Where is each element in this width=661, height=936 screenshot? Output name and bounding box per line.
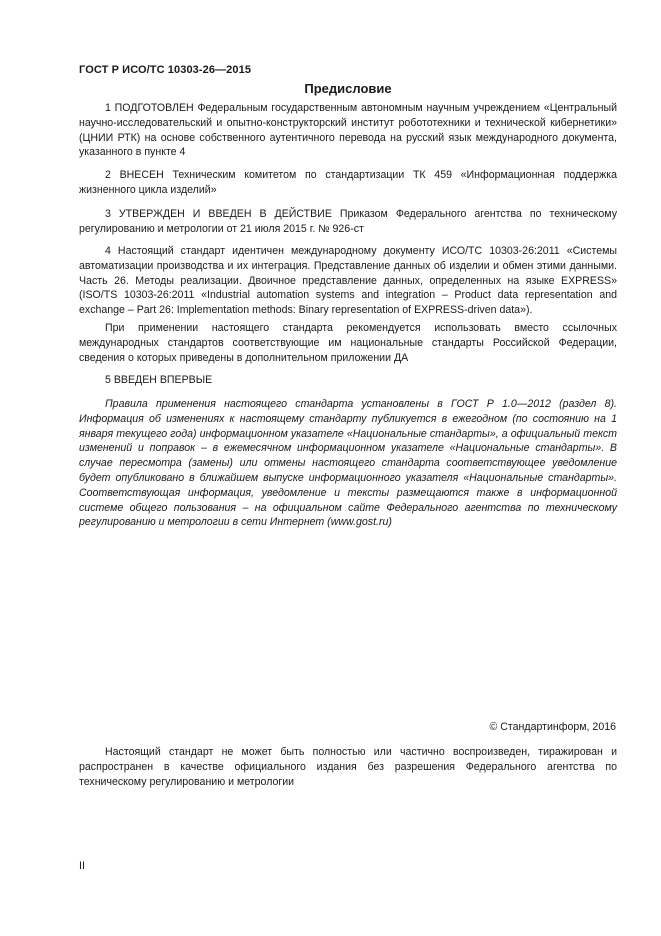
- paragraph-approved: 3 УТВЕРЖДЕН И ВВЕДЕН В ДЕЙСТВИЕ Приказом Федерального агентства по техническому регулированию и метрологии от 21 июля 2015 г. № 926-ст: [79, 208, 617, 235]
- copyright-notice: © Стандартинформ, 2016: [489, 721, 616, 733]
- paragraph-application-rules: Правила применения настоящего стандарта установлены в ГОСТ Р 1.0—2012 (раздел 8). Информация об изменениях к настоящему стандарту публикуется в ежегодном (по состоянию на 1 января текущего года) информационном указателе «Национальные стандарты», а официальный текст изменений и поправок – в ежемесячном информационном указателе «Национальные стандарты». В случае пересмотра (замены) или отмены настоящего стандарта соответствующее уведомление будет опубликовано в ближайшем выпуске информационного указателя «Национальные стандарты». Соответствующая информация, уведомление и тексты размещаются также в информационной системе общего пользования – на официальном сайте Федерального агентства по техническому регулированию и метрологии в сети Интернет (www.gost.ru): [79, 398, 617, 529]
- reproduction-notice: Настоящий стандарт не может быть полностью или частично воспроизведен, тиражирован и распространен в качестве официального издания без разрешения Федерального агентства по техническому регулированию и метрологии: [79, 746, 617, 788]
- paragraph-prepared: 1 ПОДГОТОВЛЕН Федеральным государственным автономным научным учреждением «Центральный научно-исследовательский и опытно-конструкторский институт робототехники и технической кибернетики» (ЦНИИ РТК) на основе собственного аутентичного перевода на русский язык международного документа, указанного в пункте 4: [79, 102, 617, 159]
- page-title: Предисловие: [304, 81, 392, 96]
- paragraph-identical: 4 Настоящий стандарт идентичен международному документу ИСО/ТС 10303-26:2011 «Системы автоматизации производства и их интеграция. Представление данных об изделии и обмен этими данными. Часть 26. Методы реализации. Двоичное представление данных, определенных на языке EXPRESS» (ISO/TS 10303-26:2011 «Industrial automation systems and integration – Product data representation and exchange – Part 26: Implementation methods: Binary representation of EXPRESS-driven data»).: [79, 245, 617, 317]
- paragraph-introduced: 2 ВНЕСЕН Техническим комитетом по стандартизации ТК 459 «Информационная поддержка жизненного цикла изделий»: [79, 169, 617, 196]
- page-number: II: [79, 860, 85, 872]
- standard-code: ГОСТ Р ИСО/ТС 10303-26—2015: [79, 64, 252, 76]
- paragraph-references: При применении настоящего стандарта рекомендуется использовать вместо ссылочных международных стандартов соответствующие им национальные стандарты Российской Федерации, сведения о которых приведены в дополнительном приложении ДА: [79, 322, 617, 364]
- paragraph-first-introduced: 5 ВВЕДЕН ВПЕРВЫЕ: [105, 374, 213, 386]
